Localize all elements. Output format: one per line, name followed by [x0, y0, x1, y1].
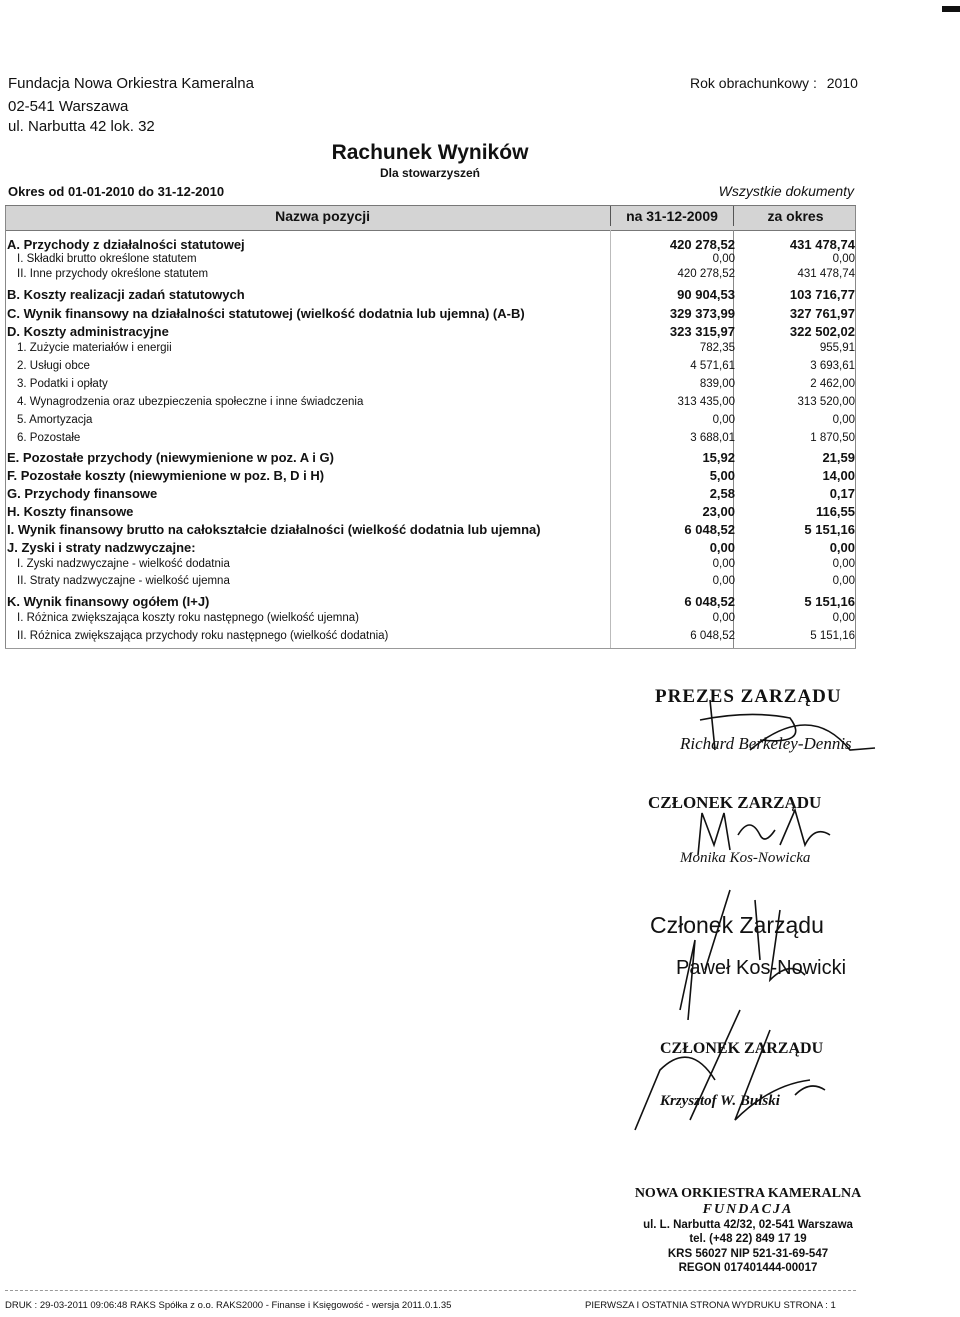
- row-label: D. Koszty administracyjne: [7, 324, 169, 339]
- row-label: C. Wynik finansowy na działalności statutowej (wielkość dodatnia lub ujemna) (A-B): [7, 306, 525, 321]
- page-title: Rachunek Wyników: [331, 141, 529, 164]
- row-value-curr: 0,00: [832, 558, 855, 570]
- row-label: 6. Pozostałe: [17, 432, 81, 444]
- column-header-curr: za okres: [733, 206, 857, 226]
- fiscal-year-label: Rok obrachunkowy :: [690, 75, 817, 91]
- row-value-prev: 2,58: [709, 486, 735, 501]
- row-value-prev: 0,00: [712, 414, 735, 426]
- row-label: 3. Podatki i opłaty: [17, 378, 108, 390]
- signature-2-scribble: [680, 805, 840, 865]
- signature-2-title: CZŁONEK ZARZĄDU: [648, 793, 822, 812]
- row-value-curr: 0,00: [832, 414, 855, 426]
- row-value-curr: 0,00: [832, 612, 855, 624]
- row-value-prev: 839,00: [699, 378, 735, 390]
- row-value-prev: 0,00: [709, 540, 735, 555]
- row-value-prev: 313 435,00: [677, 396, 735, 408]
- row-value-prev: 782,35: [699, 342, 735, 354]
- signature-4-scribble: [620, 1000, 850, 1140]
- row-value-prev: 23,00: [702, 504, 735, 519]
- row-value-prev: 420 278,52: [669, 237, 735, 252]
- stamp-line-2: FUNDACJA: [702, 1202, 794, 1217]
- row-value-curr: 3 693,61: [810, 360, 855, 372]
- row-label: 2. Usługi obce: [17, 360, 90, 372]
- row-value-prev: 420 278,52: [677, 268, 735, 280]
- row-value-curr: 5 151,16: [804, 522, 855, 537]
- row-value-prev: 0,00: [712, 612, 735, 624]
- signature-4-name: Krzysztof W. Bulski: [660, 1093, 780, 1109]
- row-value-curr: 313 520,00: [797, 396, 855, 408]
- page-subtitle: Dla stowarzyszeń: [379, 166, 481, 180]
- row-label: I. Zyski nadzwyczajne - wielkość dodatnia: [17, 558, 230, 570]
- footer-page-info: PIERWSZA I OSTATNIA STRONA WYDRUKU STRONA : 1: [585, 1300, 836, 1311]
- row-label: 1. Zużycie materiałów i energii: [17, 342, 172, 354]
- row-value-prev: 3 688,01: [690, 432, 735, 444]
- stamp-line-1: NOWA ORKIESTRA KAMERALNA: [634, 1186, 862, 1201]
- stamp-line-5: KRS 56027 NIP 521-31-69-547: [667, 1248, 829, 1260]
- row-value-prev: 0,00: [712, 575, 735, 587]
- org-street: ul. Narbutta 42 lok. 32: [8, 118, 155, 135]
- fiscal-year-value: 2010: [826, 75, 858, 91]
- period-range: Okres od 01-01-2010 do 31-12-2010: [8, 184, 225, 199]
- row-value-curr: 327 761,97: [789, 306, 855, 321]
- stamp-line-4: tel. (+48 22) 849 17 19: [689, 1233, 807, 1245]
- row-value-curr: 0,17: [829, 486, 855, 501]
- row-label: K. Wynik finansowy ogółem (I+J): [7, 594, 210, 609]
- row-value-prev: 6 048,52: [684, 594, 735, 609]
- row-label: E. Pozostałe przychody (niewymienione w poz. A i G): [7, 450, 334, 465]
- row-value-curr: 21,59: [822, 450, 855, 465]
- row-label: A. Przychody z działalności statutowej: [7, 237, 245, 252]
- fiscal-year: [690, 75, 858, 91]
- row-value-prev: 6 048,52: [684, 522, 735, 537]
- signature-3-name: Paweł Kos-Nowicki: [676, 957, 847, 979]
- table-right-rule: [855, 206, 856, 648]
- row-label: G. Przychody finansowe: [7, 486, 158, 501]
- row-value-curr: 5 151,16: [810, 630, 855, 642]
- signature-3-scribble: [640, 880, 840, 1020]
- org-city: 02-541 Warszawa: [8, 98, 129, 115]
- row-value-curr: 0,00: [832, 253, 855, 265]
- row-label: J. Zyski i straty nadzwyczajne:: [7, 540, 196, 555]
- org-name: Fundacja Nowa Orkiestra Kameralna: [8, 75, 254, 92]
- footer-print-info: DRUK : 29-03-2011 09:06:48 RAKS Spółka z o.o. RAKS2000 - Finanse i Księgowość - wersja 2011.0.1.35: [5, 1300, 452, 1311]
- row-value-curr: 0,00: [829, 540, 855, 555]
- documents-scope: Wszystkie dokumenty: [718, 183, 854, 199]
- signature-2-name: Monika Kos-Nowicka: [680, 850, 811, 866]
- row-value-curr: 431 478,74: [797, 268, 855, 280]
- row-value-curr: 431 478,74: [789, 237, 855, 252]
- stamp-line-3: ul. L. Narbutta 42/32, 02-541 Warszawa: [643, 1219, 853, 1231]
- row-label: F. Pozostałe koszty (niewymienione w poz. B, D i H): [7, 468, 325, 483]
- row-value-prev: 15,92: [702, 450, 735, 465]
- row-value-curr: 322 502,02: [789, 324, 855, 339]
- row-value-prev: 0,00: [712, 558, 735, 570]
- row-value-prev: 4 571,61: [690, 360, 735, 372]
- row-value-curr: 103 716,77: [789, 287, 855, 302]
- row-value-prev: 323 315,97: [669, 324, 735, 339]
- signature-1-scribble: [690, 690, 880, 760]
- table-col1-rule: [610, 230, 611, 648]
- signature-1-title: PREZES ZARZĄDU: [655, 686, 842, 707]
- stamp-line-6: REGON 017401444-00017: [678, 1262, 818, 1274]
- row-value-prev: 329 373,99: [669, 306, 735, 321]
- row-label: 4. Wynagrodzenia oraz ubezpieczenia społeczne i inne świadczenia: [17, 396, 364, 408]
- row-value-curr: 1 870,50: [810, 432, 855, 444]
- row-label: II. Inne przychody określone statutem: [17, 268, 209, 280]
- row-label: I. Wynik finansowy brutto na całokształcie działalności (wielkość dodatnia lub ujemna): [7, 522, 541, 537]
- row-label: I. Różnica zwiększająca koszty roku następnego (wielkość ujemna): [17, 612, 359, 624]
- row-label: H. Koszty finansowe: [7, 504, 134, 519]
- row-label: 5. Amortyzacja: [17, 414, 93, 426]
- row-value-curr: 116,55: [815, 504, 855, 519]
- table-left-rule: [5, 206, 6, 648]
- row-value-curr: 955,91: [819, 342, 855, 354]
- column-header-name: Nazwa pozycji: [275, 208, 370, 224]
- row-value-prev: 6 048,52: [690, 630, 735, 642]
- row-label: II. Straty nadzwyczajne - wielkość ujemna: [17, 575, 230, 587]
- row-value-curr: 14,00: [822, 468, 855, 483]
- row-value-curr: 2 462,00: [810, 378, 855, 390]
- row-label: I. Składki brutto określone statutem: [17, 253, 197, 265]
- signature-4-title: CZŁONEK ZARZĄDU: [660, 1040, 824, 1057]
- row-label: II. Różnica zwiększająca przychody roku następnego (wielkość dodatnia): [17, 630, 389, 642]
- table-bottom-rule: [5, 648, 856, 649]
- row-label: B. Koszty realizacji zadań statutowych: [7, 287, 245, 302]
- scan-corner-mark: [942, 6, 960, 12]
- row-value-prev: 0,00: [712, 253, 735, 265]
- row-value-prev: 5,00: [709, 468, 735, 483]
- row-value-prev: 90 904,53: [677, 287, 735, 302]
- column-header-prev: na 31-12-2009: [610, 206, 733, 226]
- signature-3-title: Członek Zarządu: [650, 912, 824, 938]
- row-value-curr: 0,00: [832, 575, 855, 587]
- signature-1-name: Richard Berkeley-Dennis: [680, 734, 852, 753]
- footer-rule: [5, 1290, 856, 1291]
- row-value-curr: 5 151,16: [804, 594, 855, 609]
